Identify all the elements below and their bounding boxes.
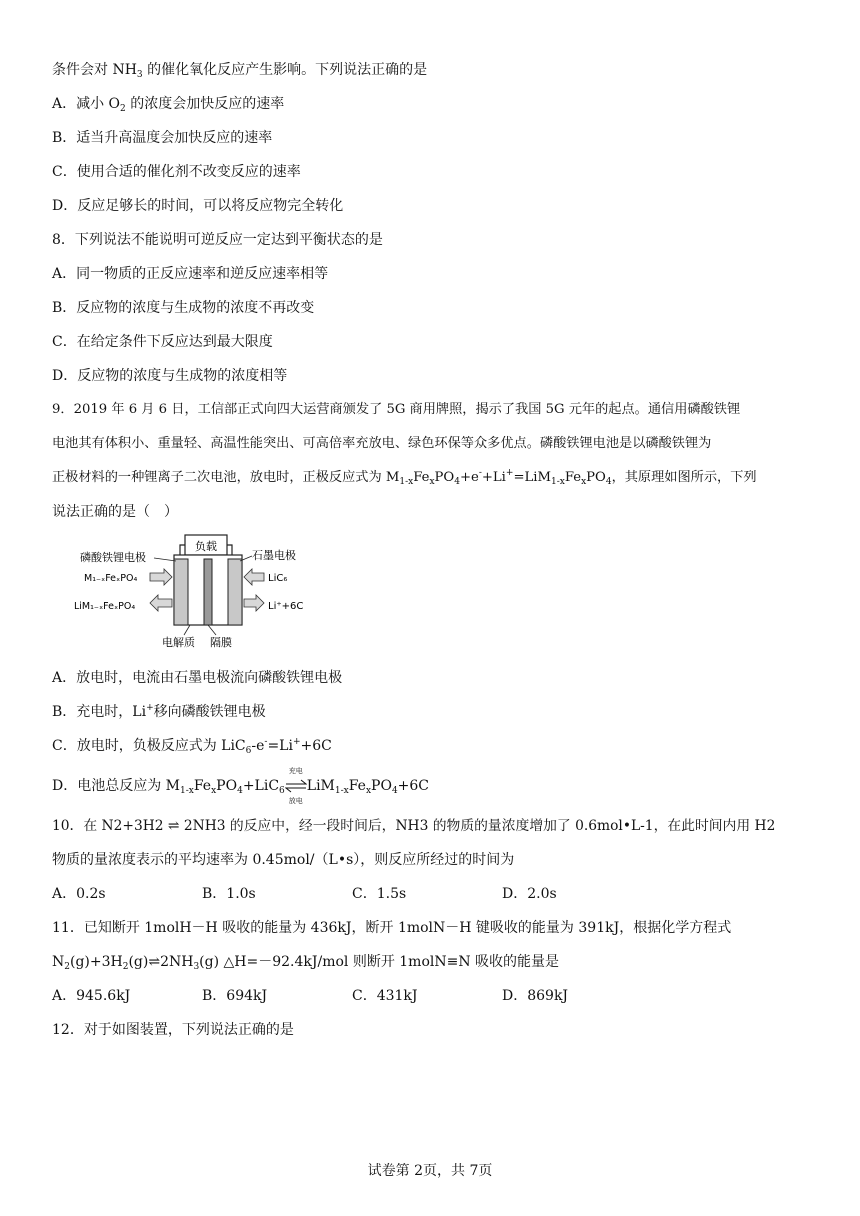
page-footer: 试卷第 2页，共 7页 — [367, 1163, 493, 1179]
q10-option-b: B．1.0s — [202, 886, 256, 902]
left-product-label: LiM₁₋ₓFeₓPO₄ — [74, 601, 136, 612]
lfp-electrode-label: 磷酸铁锂电极 — [80, 551, 146, 564]
graphite-electrode-label: 石墨电极 — [252, 549, 296, 562]
q7-option-b: B．适当升高温度会加快反应的速率 — [52, 130, 273, 146]
q9-stem-line3: 正极材料的一种锂离子二次电池，放电时，正极反应式为 $M_{1-x}Fe_xPO_4+e^-+Li^+=LiM_{1-x}Fe_xPO_4$，其原理如图所示，下列 — [52, 468, 757, 487]
lfp-electrode — [174, 559, 188, 625]
load-label: 负载 — [195, 540, 217, 553]
right-reactant-label: LiC₆ — [268, 573, 288, 584]
q9-option-a: A．放电时，电流由石墨电极流向磷酸铁锂电极 — [52, 670, 343, 686]
q11-stem-line2: $N_2(g)+3H_2(g)\rightleftharpoons 2NH_3(g)$ △H=－92.4kJ/mol 则断开 1molN≡N 吸收的能量是 — [52, 954, 560, 972]
q11-stem-line1: 11．已知断开 1molH－H 吸收的能量为 436kJ，断开 1molN－H 键吸收的能量为 391kJ，根据化学方程式 — [52, 920, 732, 936]
left-reactant-label: M₁₋ₓFeₓPO₄ — [84, 573, 138, 584]
q9-option-b: B．充电时，Li+移向磷酸铁锂电极 — [52, 703, 266, 720]
q10-option-d: D．2.0s — [502, 886, 557, 902]
left-in-arrow-icon — [150, 569, 172, 585]
membrane-label: 隔膜 — [210, 636, 232, 649]
q11-option-a: A．945.6kJ — [52, 988, 131, 1004]
q10-stem-line1: 10．在 N2+3H2 ⇌ 2NH3 的反应中，经一段时间后，NH3 的物质的量浓度增加了 0.6mol•L-1，在此时间内用 H2 — [52, 818, 776, 834]
q9-option-d: D．电池总反应为 $M_{1-x}Fe_xPO_4+LiC_6$ 充电 放电 $LiM_{1-x}Fe_xPO_4+6C$ — [52, 767, 430, 805]
right-out-arrow-icon — [244, 595, 264, 611]
q7-option-a: A．减小 $O_2$ 的浓度会加快反应的速率 — [52, 96, 285, 114]
electrolyte-label: 电解质 — [162, 636, 195, 649]
q8-option-c: C．在给定条件下反应达到最大限度 — [52, 334, 273, 350]
q10-option-a: A．0.2s — [52, 886, 106, 902]
reversible-arrow: 充电 放电 — [285, 776, 307, 796]
right-in-arrow-icon — [244, 569, 264, 585]
q9-stem-line1: 9．2019 年 6 月 6 日，工信部正式向四大运营商颁发了 5G 商用牌照，揭示了我国 5G 元年的起点。通信用磷酸铁锂 — [52, 402, 741, 417]
q9-stem-line4: 说法正确的是（ ） — [52, 504, 178, 520]
battery-diagram — [66, 531, 326, 653]
q11-option-c: C．431kJ — [352, 988, 418, 1004]
q7-option-c: C．使用合适的催化剂不改变反应的速率 — [52, 164, 301, 180]
graphite-electrode — [228, 559, 242, 625]
q8-option-b: B．反应物的浓度与生成物的浓度不再改变 — [52, 300, 315, 316]
separator-membrane — [204, 559, 212, 625]
q7-option-d: D．反应足够长的时间，可以将反应物完全转化 — [52, 198, 344, 214]
q8-option-d: D．反应物的浓度与生成物的浓度相等 — [52, 368, 288, 384]
q10-option-c: C．1.5s — [352, 886, 407, 902]
q7-stem-continuation: 条件会对 $NH_3$ 的催化氧化反应产生影响。下列说法正确的是 — [52, 62, 428, 80]
right-product-label: Li⁺+6C — [268, 601, 304, 612]
left-out-arrow-icon — [150, 595, 172, 611]
q10-stem-line2: 物质的量浓度表示的平均速率为 0.45mol/（L•s），则反应所经过的时间为 — [52, 852, 515, 868]
q8-option-a: A．同一物质的正反应速率和逆反应速率相等 — [52, 266, 329, 282]
q11-option-b: B．694kJ — [202, 988, 268, 1004]
q9-option-c: C．放电时，负极反应式为 LiC$_6$-e-=Li++6C — [52, 737, 332, 756]
q9-stem-line2: 电池其有体积小、重量轻、高温性能突出、可高倍率充放电、绿色环保等众多优点。磷酸铁锂电池是以磷酸铁锂为 — [52, 436, 712, 451]
q11-option-d: D．869kJ — [502, 988, 569, 1004]
q12-stem: 12．对于如图装置，下列说法正确的是 — [52, 1022, 294, 1038]
q8-stem: 8．下列说法不能说明可逆反应一定达到平衡状态的是 — [52, 232, 383, 248]
